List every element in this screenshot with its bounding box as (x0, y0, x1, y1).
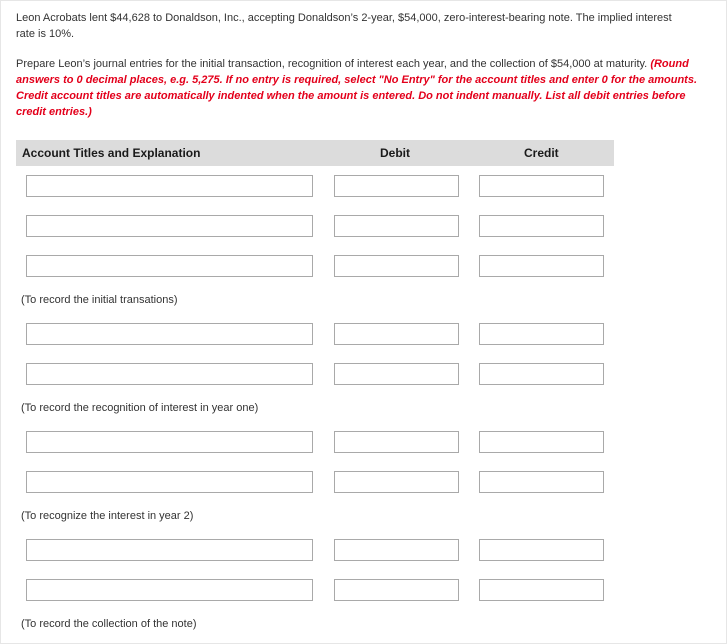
account-title-input[interactable] (26, 471, 313, 493)
entry-note-collection: (To record the collection of the note) (21, 618, 197, 630)
account-title-input[interactable] (26, 363, 313, 385)
credit-input[interactable] (479, 471, 604, 493)
credit-input[interactable] (479, 175, 604, 197)
credit-input[interactable] (479, 539, 604, 561)
account-title-input[interactable] (26, 215, 313, 237)
instructions (16, 56, 716, 120)
debit-input[interactable] (334, 215, 459, 237)
account-title-input[interactable] (26, 323, 313, 345)
header-account-titles: Account Titles and Explanation (22, 146, 201, 160)
problem-statement: Leon Acrobats lent $44,628 to Donaldson, Inc., accepting Donaldson’s 2-year, $54,000, zero-interest-bearing note. The implied interest rate is 10%. (16, 12, 672, 40)
account-title-input[interactable] (26, 579, 313, 601)
credit-input[interactable] (479, 363, 604, 385)
debit-input[interactable] (334, 471, 459, 493)
instructions-text: Prepare Leon’s journal entries for the initial transaction, recognition of interest each year, and the collection of $54,000 at maturity. (16, 58, 648, 70)
debit-input[interactable] (334, 539, 459, 561)
account-title-input[interactable] (26, 175, 313, 197)
debit-input[interactable] (334, 175, 459, 197)
entry-note-initial: (To record the initial transations) (21, 294, 178, 306)
account-title-input[interactable] (26, 539, 313, 561)
credit-input[interactable] (479, 215, 604, 237)
instructions-emphasis: (Round answers to 0 decimal places, e.g. 5,275. If no entry is required, select "No Entry" for the account titles and enter 0 for the amounts. Credit account titles are automatically indented when the amount is entered. Do not indent manually. List all debit entries before credit entries.) (16, 58, 698, 118)
debit-input[interactable] (334, 431, 459, 453)
debit-input[interactable] (334, 363, 459, 385)
credit-input[interactable] (479, 323, 604, 345)
entry-note-interest-year-two: (To recognize the interest in year 2) (21, 510, 194, 522)
debit-input[interactable] (334, 579, 459, 601)
entry-note-interest-year-one: (To record the recognition of interest in year one) (21, 402, 259, 414)
debit-input[interactable] (334, 255, 459, 277)
debit-input[interactable] (334, 323, 459, 345)
table-header (16, 140, 614, 166)
account-title-input[interactable] (26, 431, 313, 453)
credit-input[interactable] (479, 255, 604, 277)
credit-input[interactable] (479, 579, 604, 601)
header-credit: Credit (524, 146, 559, 160)
account-title-input[interactable] (26, 255, 313, 277)
credit-input[interactable] (479, 431, 604, 453)
header-debit: Debit (380, 146, 410, 160)
